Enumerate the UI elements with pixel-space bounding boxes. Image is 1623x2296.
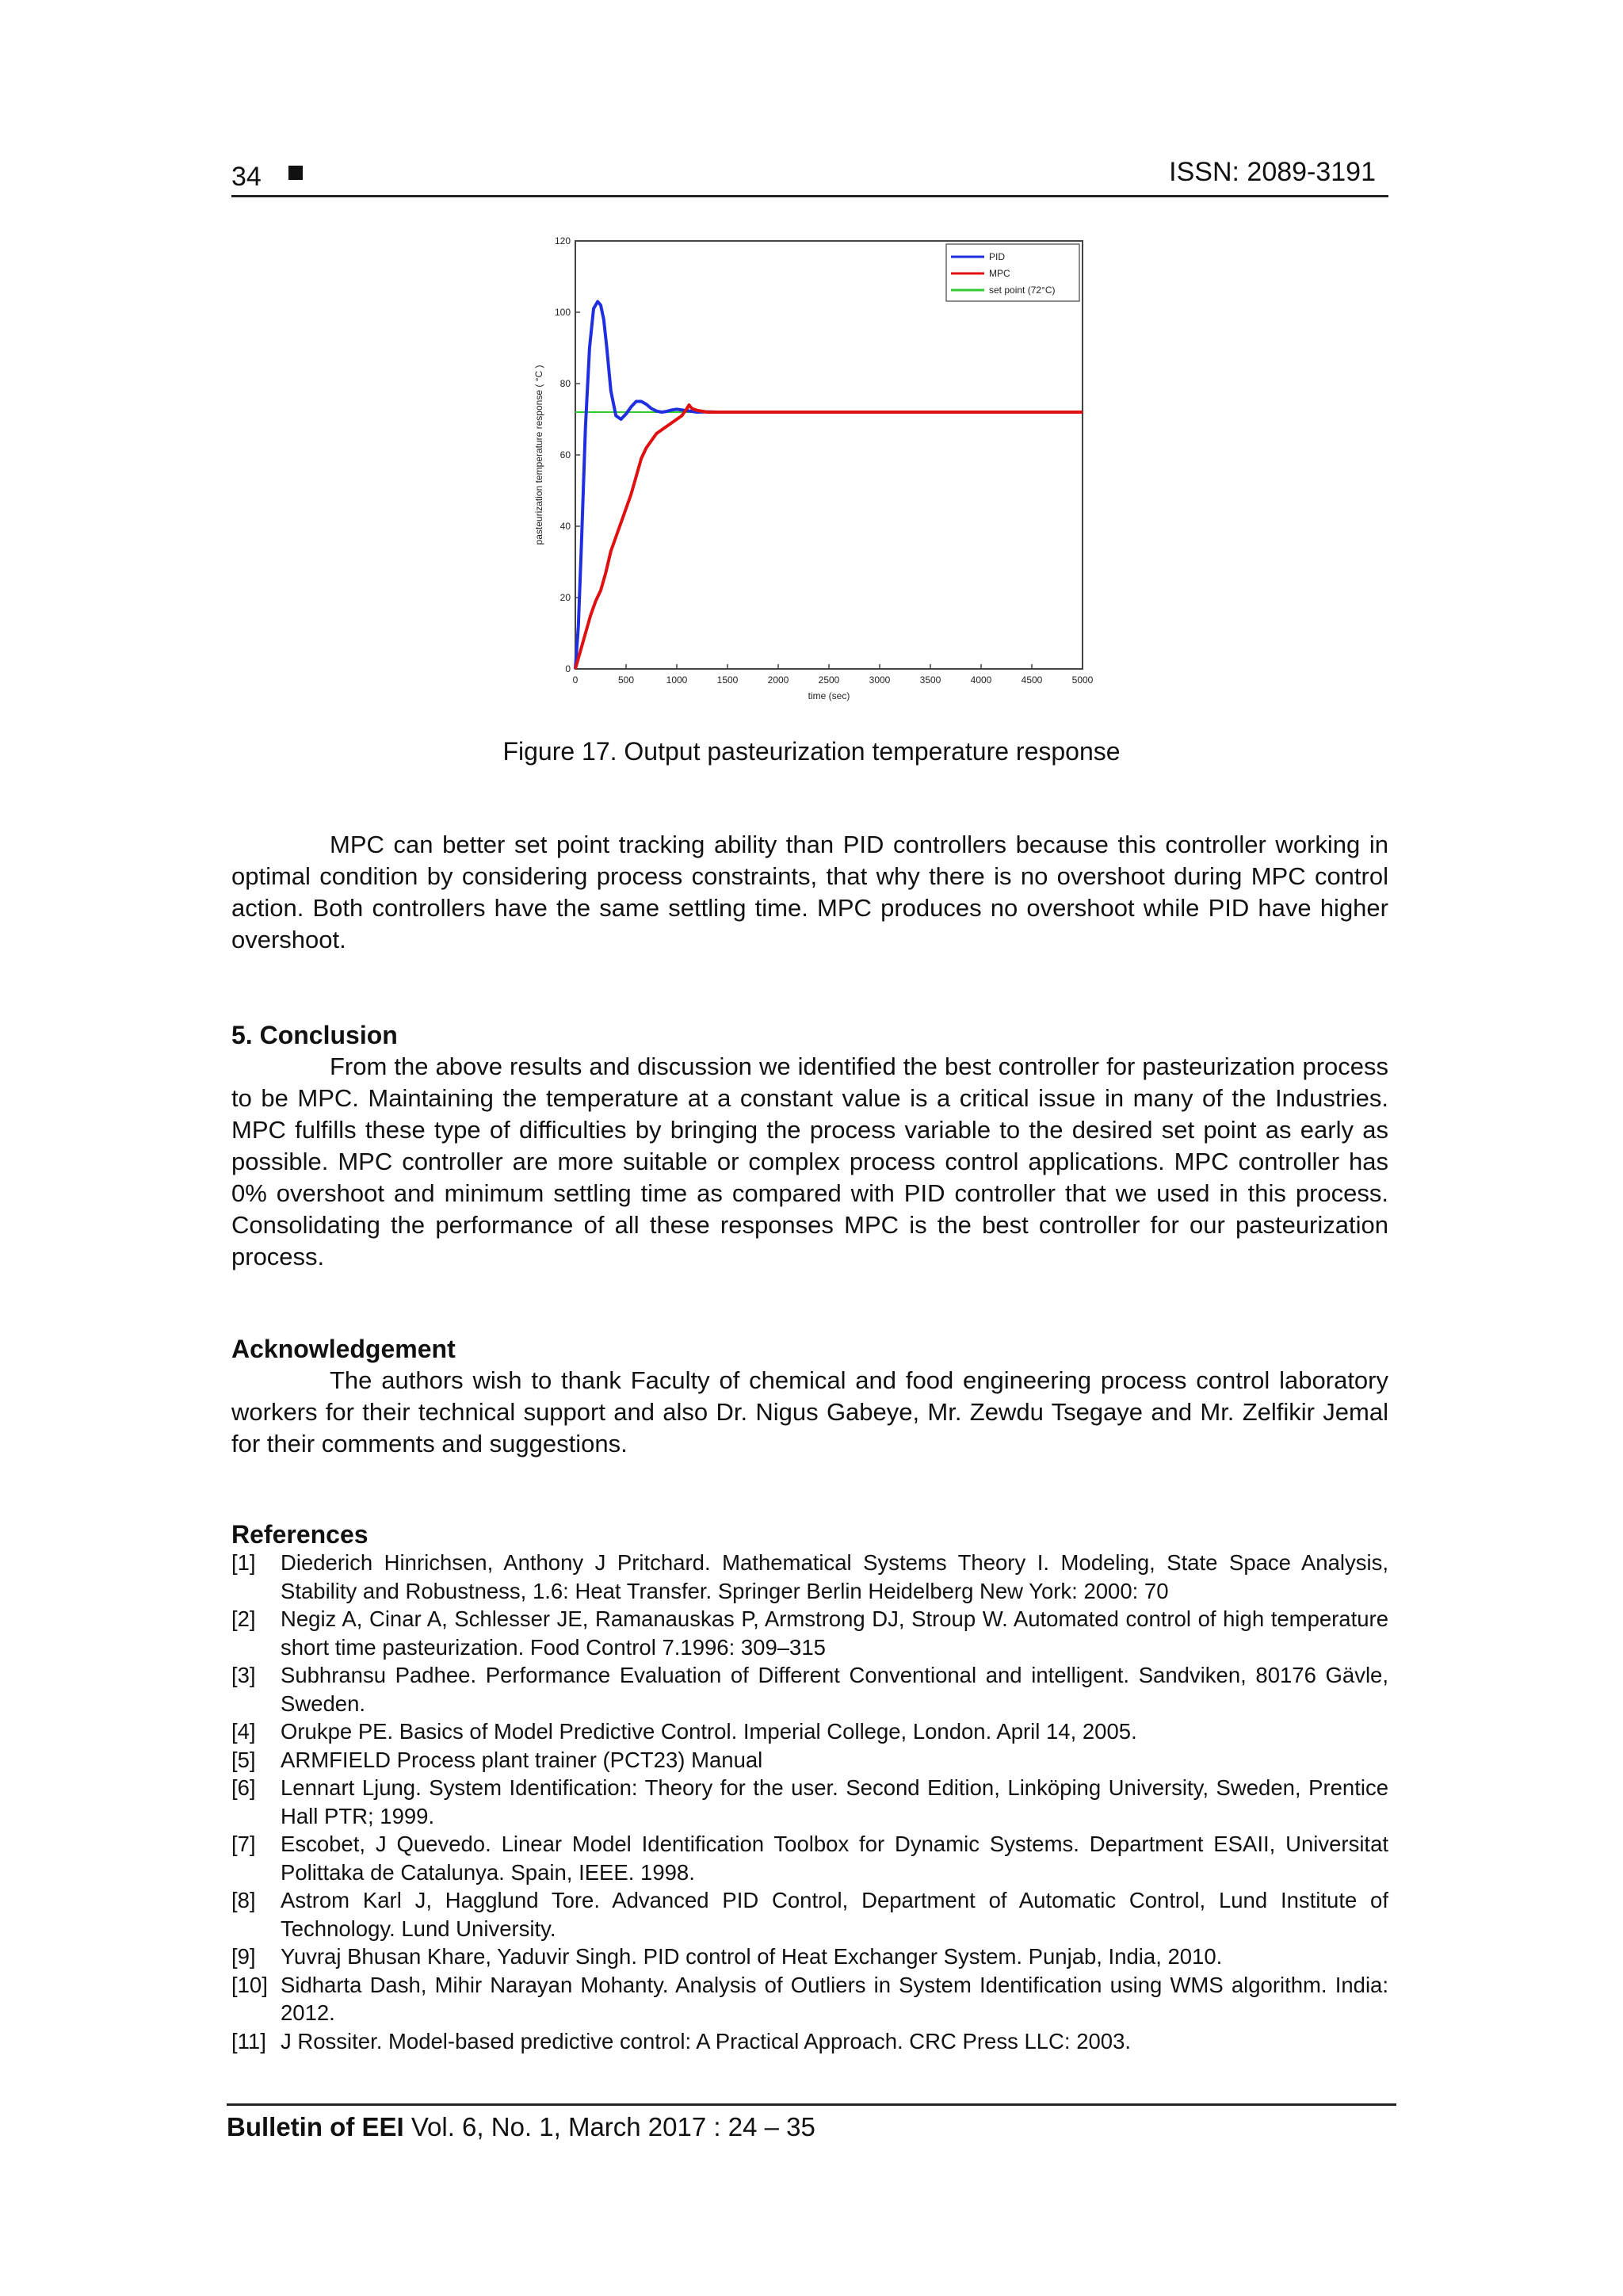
reference-item xyxy=(231,1886,1388,1943)
x-tick-label: 1500 xyxy=(716,674,739,686)
reference-number: [7] xyxy=(231,1832,256,1856)
reference-number: [5] xyxy=(231,1747,256,1772)
reference-number: [11] xyxy=(231,2028,266,2053)
reference-text: Astrom Karl J, Hagglund Tore. Advanced PID Control, Department of Automatic Control, Lund Institute of Technology. Lund University. xyxy=(281,1888,1388,1941)
reference-item xyxy=(231,1717,1388,1746)
reference-text: Yuvraj Bhusan Khare, Yaduvir Singh. PID control of Heat Exchanger System. Punjab, India, 2010. xyxy=(281,1944,1223,1969)
reference-text: Lennart Ljung. System Identification: Theory for the user. Second Edition, Linköping University, Sweden, Prentice Hall PTR; 1999. xyxy=(281,1775,1388,1828)
reference-number: [1] xyxy=(231,1550,256,1575)
reference-item xyxy=(231,2027,1388,2056)
reference-list xyxy=(231,1549,1388,2055)
discussion-paragraph: MPC can better set point tracking ability than PID controllers because this controller working in optimal condition by considering process constraints, that why there is no overshoot during MPC control action. Both controllers have the same settling time. MPC produces no overshoot while PID have higher overshoot. xyxy=(231,831,1388,953)
legend-label: PID xyxy=(989,251,1006,262)
y-tick-label: 40 xyxy=(559,521,571,532)
reference-item xyxy=(231,1661,1388,1717)
reference-text: Diederich Hinrichsen, Anthony J Pritchard. Mathematical Systems Theory I. Modeling, State Space Analysis, Stability and Robustness, 1.6: Heat Transfer. Springer Berlin Heidelberg New York: 2000: 70 xyxy=(281,1550,1388,1603)
conclusion-paragraph: From the above results and discussion we identified the best controller for pasteurization process to be MPC. Maintaining the temperature at a constant value is a critical issue in many of the Industries. MPC fulfills these type of difficulties by bringing the process variable to the desired set point as early as possible. MPC controller are more suitable or complex process control applications. MPC controller has 0% overshoot and minimum settling time as compared with PID controller that we used in this process. Consolidating the performance of all these responses MPC is the best controller for our pasteurization process. xyxy=(231,1052,1388,1270)
square-bullet-icon xyxy=(288,166,303,180)
references-heading: References xyxy=(231,1520,369,1549)
reference-text: Subhransu Padhee. Performance Evaluation of Different Conventional and intelligent. Sandviken, 80176 Gävle, Sweden. xyxy=(281,1663,1388,1716)
reference-item xyxy=(231,1746,1388,1775)
chart-legend xyxy=(946,244,1079,301)
x-axis-label: time (sec) xyxy=(808,690,850,701)
reference-text: J Rossiter. Model-based predictive control: A Practical Approach. CRC Press LLC: 2003. xyxy=(281,2028,1132,2053)
x-tick-label: 2000 xyxy=(767,674,789,686)
x-tick-label: 4500 xyxy=(1021,674,1043,686)
page-footer xyxy=(227,2103,1396,2142)
page-header xyxy=(231,157,1388,197)
x-tick-label: 500 xyxy=(617,674,635,686)
legend-label: MPC xyxy=(989,268,1010,279)
y-axis-label: pasteurization temperature response ( °C ) xyxy=(533,365,544,545)
reference-text: Escobet, J Quevedo. Linear Model Identification Toolbox for Dynamic Systems. Department ESAII, Universitat Polittaka de Catalunya. Spain, IEEE. 1998. xyxy=(281,1832,1388,1885)
x-tick-label: 5000 xyxy=(1071,674,1094,686)
reference-number: [6] xyxy=(231,1775,256,1800)
y-tick-label: 60 xyxy=(559,449,571,460)
reference-item xyxy=(231,1549,1388,1605)
acknowledgement-heading: Acknowledgement xyxy=(231,1335,456,1363)
x-tick-label: 3000 xyxy=(869,674,891,686)
x-tick-label: 0 xyxy=(572,674,579,686)
legend-label: set point (72°C) xyxy=(989,285,1056,296)
reference-number: [2] xyxy=(231,1606,256,1631)
acknowledgement-paragraph: The authors wish to thank Faculty of chemical and food engineering process control laboratory workers for their technical support and also Dr. Nigus Gabeye, Mr. Zewdu Tsegaye and Mr. Zelfikir Jemal for their comments and suggestions. xyxy=(231,1366,1388,1457)
journal-name: Bulletin of EEI xyxy=(227,2112,404,2141)
reference-number: [3] xyxy=(231,1663,256,1687)
reference-number: [8] xyxy=(231,1888,256,1912)
reference-text: Sidharta Dash, Mihir Narayan Mohanty. Analysis of Outliers in System Identification using WMS algorithm. India: 2012. xyxy=(281,1972,1388,2025)
reference-number: [10] xyxy=(231,1972,268,1997)
temperature-response-chart xyxy=(507,223,1117,707)
y-tick-label: 100 xyxy=(554,307,571,318)
reference-number: [4] xyxy=(231,1719,256,1744)
issn: ISSN: 2089-3191 xyxy=(1169,157,1376,187)
y-tick-label: 20 xyxy=(559,592,571,603)
y-tick-label: 80 xyxy=(559,378,571,389)
reference-item xyxy=(231,1971,1388,2027)
reference-text: ARMFIELD Process plant trainer (PCT23) Manual xyxy=(281,1747,763,1772)
journal-details: Vol. 6, No. 1, March 2017 : 24 – 35 xyxy=(403,2112,815,2141)
reference-text: Orukpe PE. Basics of Model Predictive Control. Imperial College, London. April 14, 2005. xyxy=(281,1719,1137,1744)
y-tick-label: 120 xyxy=(554,235,571,246)
conclusion-heading: 5. Conclusion xyxy=(231,1021,398,1049)
x-tick-label: 2500 xyxy=(818,674,840,686)
x-tick-label: 1000 xyxy=(666,674,688,686)
reference-item xyxy=(231,1774,1388,1830)
figure-caption: Figure 17. Output pasteurization temperature response xyxy=(502,737,1121,766)
reference-item xyxy=(231,1605,1388,1661)
reference-item xyxy=(231,1830,1388,1886)
reference-number: [9] xyxy=(231,1944,256,1969)
reference-item xyxy=(231,1943,1388,1971)
reference-text: Negiz A, Cinar A, Schlesser JE, Ramanauskas P, Armstrong DJ, Stroup W. Automated control of high temperature short time pasteurization. Food Control 7.1996: 309–315 xyxy=(281,1606,1388,1660)
x-tick-label: 3500 xyxy=(919,674,941,686)
page-number: 34 xyxy=(231,162,262,192)
y-tick-label: 0 xyxy=(565,663,571,674)
x-tick-label: 4000 xyxy=(970,674,992,686)
plot-frame xyxy=(575,241,1083,669)
